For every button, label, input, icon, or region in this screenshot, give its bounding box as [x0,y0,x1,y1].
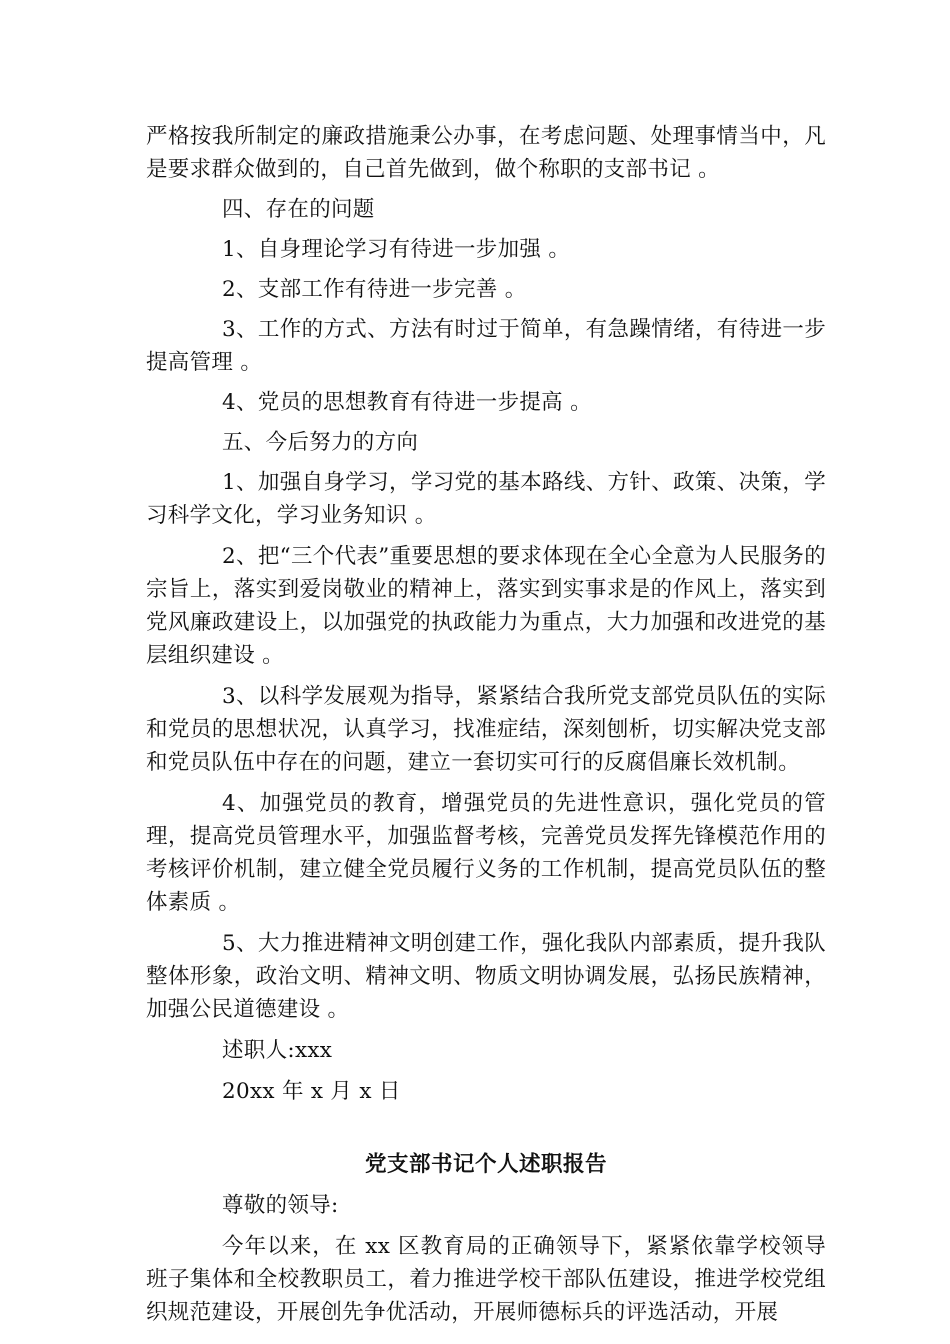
direction-item-3: 3、以科学发展观为指导，紧紧结合我所党支部党员队伍的实际和党员的思想状况，认真学习，找准症结，深刻刨析，切实解决党支部和党员队伍中存在的问题，建立一套切实可行的反腐倡廉长效机制。 [146,684,826,775]
problem-item-1: 1、自身理论学习有待进一步加强 。 [222,237,571,262]
salutation: 尊敬的领导: [222,1193,339,1218]
direction-item-2: 2、把“三个代表”重要思想的要求体现在全心全意为人民服务的宗旨上，落实到爱岗敬业的精神上，落实到实事求是的作风上，落实到党风廉政建设上，以加强党的执政能力为重点，大力加强和改进党的基层组织建设 。 [146,544,826,668]
problem-item-3: 3、工作的方式、方法有时过于简单，有急躁情绪，有待进一步提高管理 。 [146,317,826,375]
problem-item-4: 4、党员的思想教育有待进一步提高 。 [222,390,592,415]
section-heading-direction: 五、今后努力的方向 [222,430,419,455]
direction-item-4: 4、加强党员的教育，增强党员的先进性意识，强化党员的管理，提高党员管理水平，加强监督考核，完善党员发挥先锋模范作用的考核评价机制，建立健全党员履行义务的工作机制，提高党员队伍的整体素质 。 [146,791,826,915]
reporter-signature: 述职人:xxx [222,1038,333,1063]
intro-paragraph: 今年以来，在 xx 区教育局的正确领导下，紧紧依靠学校领导班子集体和全校教职员工，着力推进学校干部队伍建设，推进学校党组织规范建设，开展创先争优活动，开展师德标兵的评选活动，开展 [146,1234,826,1325]
report-title: 党支部书记个人述职报告 [364,1152,607,1177]
problem-item-2: 2、支部工作有待进一步完善 。 [222,277,527,302]
document-page [146,120,826,1329]
direction-item-1: 1、加强自身学习，学习党的基本路线、方针、政策、决策，学习科学文化，学习业务知识 。 [146,470,826,528]
section-heading-problems: 四、存在的问题 [222,197,375,222]
paragraph-integrity: 严格按我所制定的廉政措施秉公办事，在考虑问题、处理事情当中，凡是要求群众做到的，自己首先做到，做个称职的支部书记 。 [146,124,826,182]
direction-item-5: 5、大力推进精神文明创建工作，强化我队内部素质，提升我队整体形象，政治文明、精神文明、物质文明协调发展，弘扬民族精神，加强公民道德建设 。 [146,931,826,1022]
report-date: 20xx 年 x 月 x 日 [222,1079,401,1104]
